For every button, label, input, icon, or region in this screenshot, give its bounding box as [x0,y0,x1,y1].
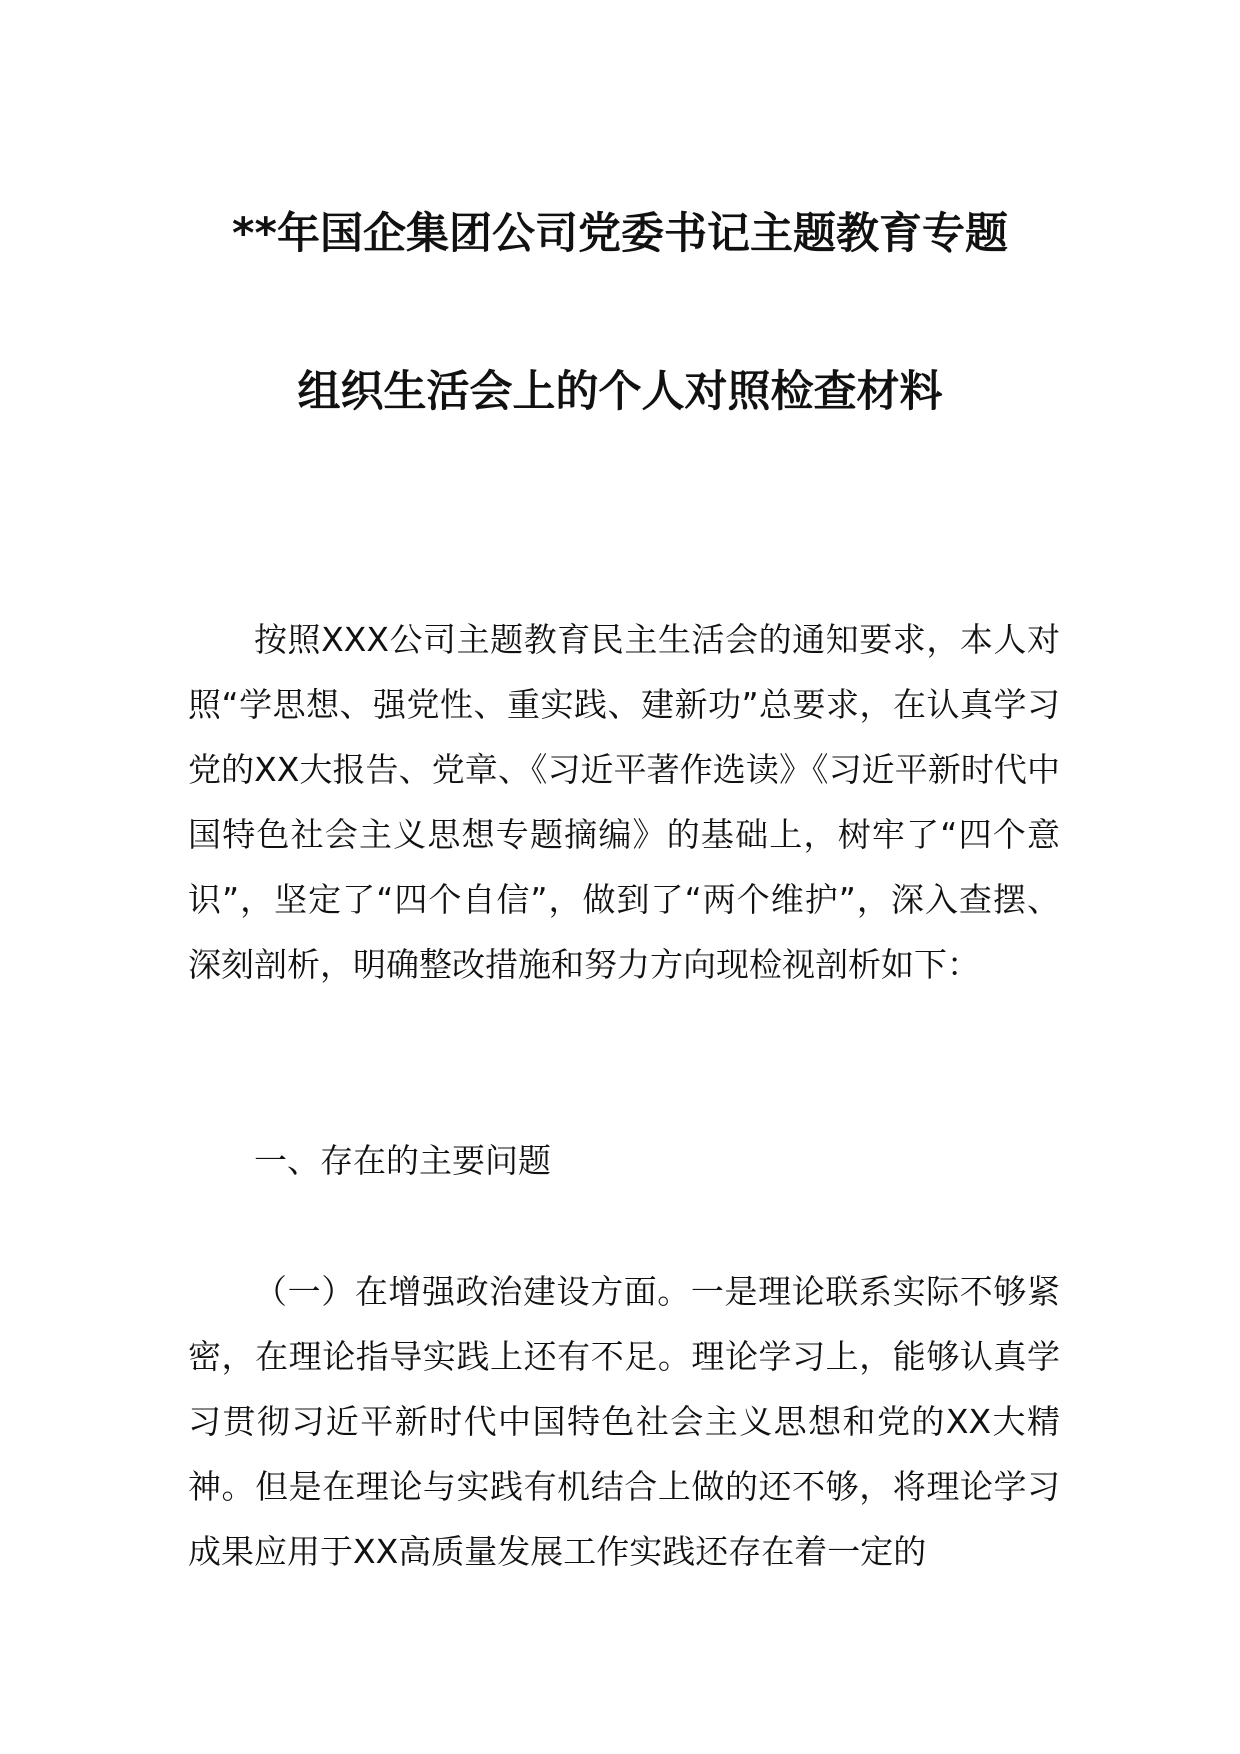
document-title-line-2: 组织生活会上的个人对照检查材料 [297,367,943,417]
intro-paragraph: 按照XXX公司主题教育民主生活会的通知要求，本人对照“学思想、强党性、重实践、建新功”总要求，在认真学习党的XX大报告、党章、《习近平著作选读》《习近平新时代中国特色社会主义思想专题摘编》的基础上，树牢了“四个意识”，坚定了“四个自信”，做到了“两个维护”，深入查摆、深刻剖析，明确整改措施和努力方向现检视剖析如下： [188,620,1060,984]
section-paragraph: （一）在增强政治建设方面。一是理论联系实际不够紧密，在理论指导实践上还有不足。理论学习上，能够认真学习贯彻习近平新时代中国特色社会主义思想和党的XX大精神。但是在理论与实践有机结合上做的还不够，将理论学习成果应用于XX高质量发展工作实践还存在着一定的 [188,1272,1060,1571]
document-title-line-1: **年国企集团公司党委书记主题教育专题 [232,209,1008,259]
section-heading: 一、存在的主要问题 [254,1141,551,1180]
